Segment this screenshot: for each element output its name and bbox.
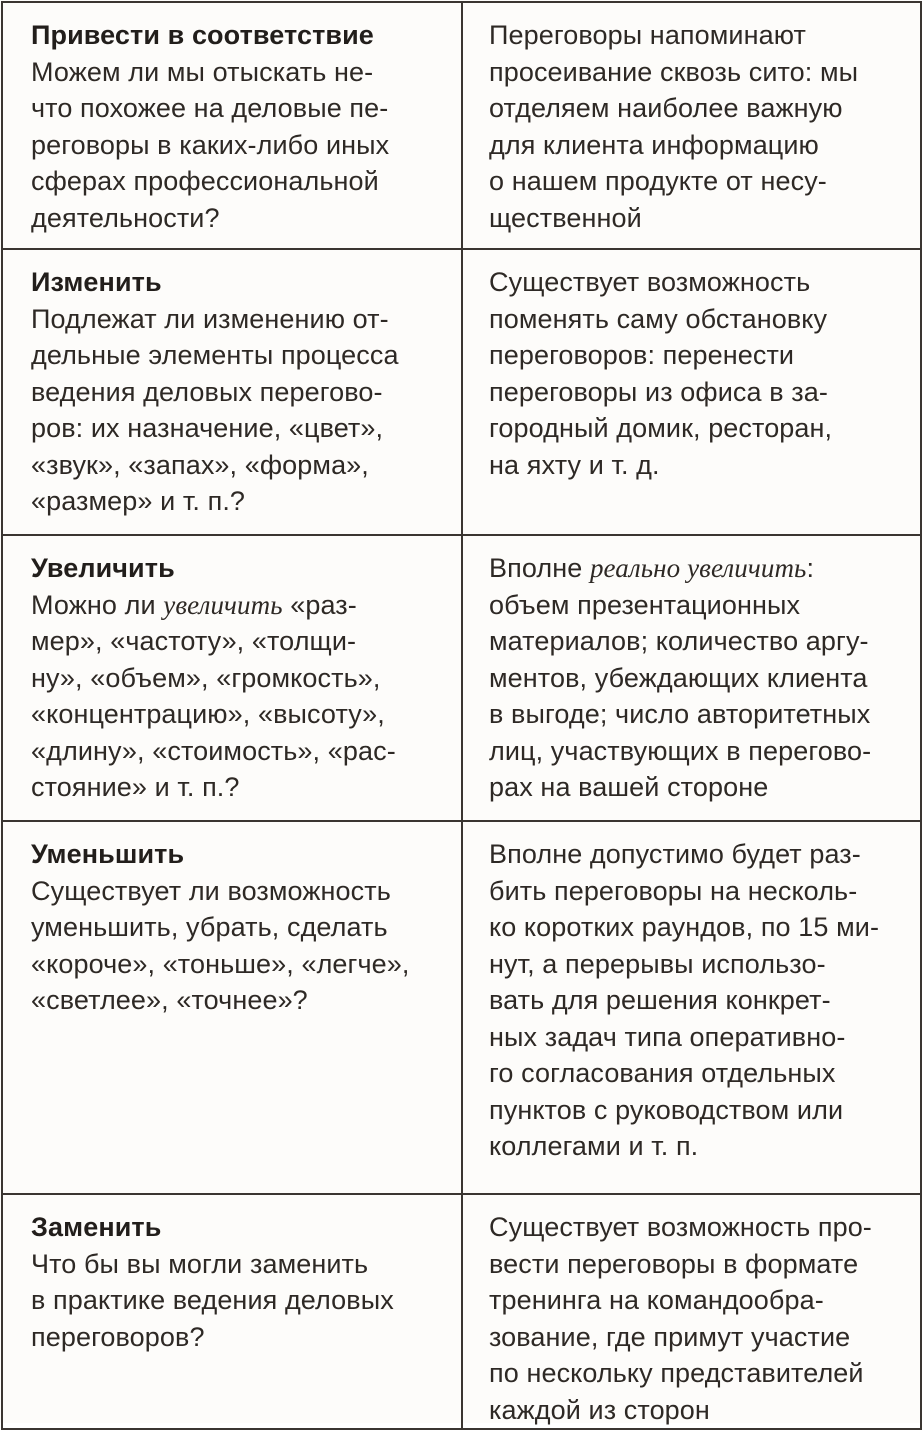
question-line: Что бы вы могли заменить — [31, 1248, 369, 1279]
question-line: стояние» и т. п.? — [31, 772, 240, 802]
answer-cell — [462, 1194, 921, 1429]
question-text: Можно ли — [31, 589, 164, 620]
answer-line: лиц, участвующих в перегово- — [489, 735, 872, 766]
question-line: «длину», «стоимость», «рас- — [31, 735, 396, 766]
answer-line: объем презентационных — [489, 589, 801, 620]
question-line: Можем ли мы отыскать не- — [31, 56, 374, 87]
question-line: что похожее на деловые пе- — [31, 93, 389, 123]
emphasis-text: увеличить — [163, 589, 283, 620]
answer-line: по нескольку представителей — [489, 1358, 864, 1388]
answer-line: зование, где примут участие — [489, 1321, 851, 1352]
technique-heading: Увеличить — [31, 553, 175, 583]
question-line: «звук», «запах», «форма», — [31, 449, 369, 480]
answer-line: го согласования отдельных — [489, 1058, 836, 1088]
answer-line: каждой из сторон — [489, 1394, 710, 1425]
answer-line: поменять саму обстановку — [489, 303, 828, 334]
answer-line: ментов, убеждающих клиента — [489, 662, 868, 693]
answer-line: переговоры из офиса в за- — [489, 376, 828, 407]
question-cell — [2, 249, 462, 535]
question-line: ров: их назначение, «цвет», — [31, 413, 384, 443]
technique-heading: Уменьшить — [31, 839, 185, 869]
question-line — [31, 587, 449, 624]
answer-line: для клиента информацию — [489, 129, 819, 160]
question-cell — [2, 1194, 462, 1429]
answer-line: на яхту и т. д. — [489, 449, 660, 480]
table-row — [2, 821, 921, 1194]
question-line: сферах профессиональной — [31, 166, 379, 196]
question-line: «короче», «тоньше», «легче», — [31, 948, 410, 979]
question-cell — [2, 821, 462, 1194]
question-line: «размер» и т. п.? — [31, 486, 246, 516]
answer-line: ных задач типа оперативно- — [489, 1021, 846, 1052]
question-line: деятельности? — [31, 202, 220, 233]
answer-line: вести переговоры в формате — [489, 1248, 859, 1279]
question-text: «раз- — [282, 589, 357, 620]
answer-line: материалов; количество аргу- — [489, 626, 869, 656]
question-cell — [2, 2, 462, 249]
question-line: «светлее», «точнее»? — [31, 985, 308, 1015]
answer-cell — [462, 249, 921, 535]
answer-line: щественной — [489, 202, 642, 233]
table-row — [2, 535, 921, 821]
answer-line: вать для решения конкрет- — [489, 985, 831, 1015]
question-line: уменьшить, убрать, сделать — [31, 912, 388, 942]
table-row — [2, 2, 921, 249]
question-cell — [2, 535, 462, 821]
table-row — [2, 1194, 921, 1429]
answer-line: переговоров: перенести — [489, 340, 795, 370]
answer-cell — [462, 535, 921, 821]
question-line: переговоров? — [31, 1321, 205, 1352]
answer-text: Вполне — [489, 553, 590, 583]
answer-line: ко коротких раундов, по 15 ми- — [489, 912, 880, 942]
answer-line: коллегами и т. п. — [489, 1131, 699, 1161]
answer-line: Существует возможность про- — [489, 1212, 872, 1242]
answer-line: Существует возможность — [489, 267, 811, 297]
technique-heading: Изменить — [31, 267, 162, 297]
answer-line — [489, 550, 910, 587]
question-line: в практике ведения деловых — [31, 1285, 394, 1315]
question-line: реговоры в каких-либо иных — [31, 129, 390, 160]
answer-line: в выгоде; число авторитетных — [489, 699, 871, 729]
technique-heading: Привести в соответствие — [31, 20, 374, 50]
question-line: Подлежат ли изменению от- — [31, 303, 389, 334]
question-line: дельные элементы процесса — [31, 340, 399, 370]
answer-cell — [462, 2, 921, 249]
answer-line: о нашем продукте от несу- — [489, 166, 827, 196]
answer-line: городный домик, ресторан, — [489, 413, 833, 443]
answer-line: Переговоры напоминают — [489, 20, 806, 50]
question-line: Существует ли возможность — [31, 875, 391, 906]
answer-line: рах на вашей стороне — [489, 772, 769, 802]
techniques-table — [1, 1, 922, 1430]
question-line: ведения деловых перегово- — [31, 376, 383, 407]
answer-line: отделяем наиболее важную — [489, 93, 843, 123]
technique-heading: Заменить — [31, 1212, 162, 1242]
answer-cell — [462, 821, 921, 1194]
emphasis-text: реально увеличить — [589, 553, 807, 583]
answer-line: тренинга на командообра- — [489, 1285, 824, 1315]
answer-line: просеивание сквозь сито: мы — [489, 56, 859, 87]
answer-line: бить переговоры на несколь- — [489, 875, 858, 906]
answer-text: : — [806, 553, 815, 583]
question-line: «концентрацию», «высоту», — [31, 699, 385, 729]
table-row — [2, 249, 921, 535]
answer-line: пунктов с руководством или — [489, 1094, 844, 1125]
answer-line: нут, а перерывы использо- — [489, 948, 826, 979]
answer-line: Вполне допустимо будет раз- — [489, 839, 861, 869]
question-line: ну», «объем», «громкость», — [31, 662, 381, 693]
question-line: мер», «частоту», «толщи- — [31, 626, 357, 656]
